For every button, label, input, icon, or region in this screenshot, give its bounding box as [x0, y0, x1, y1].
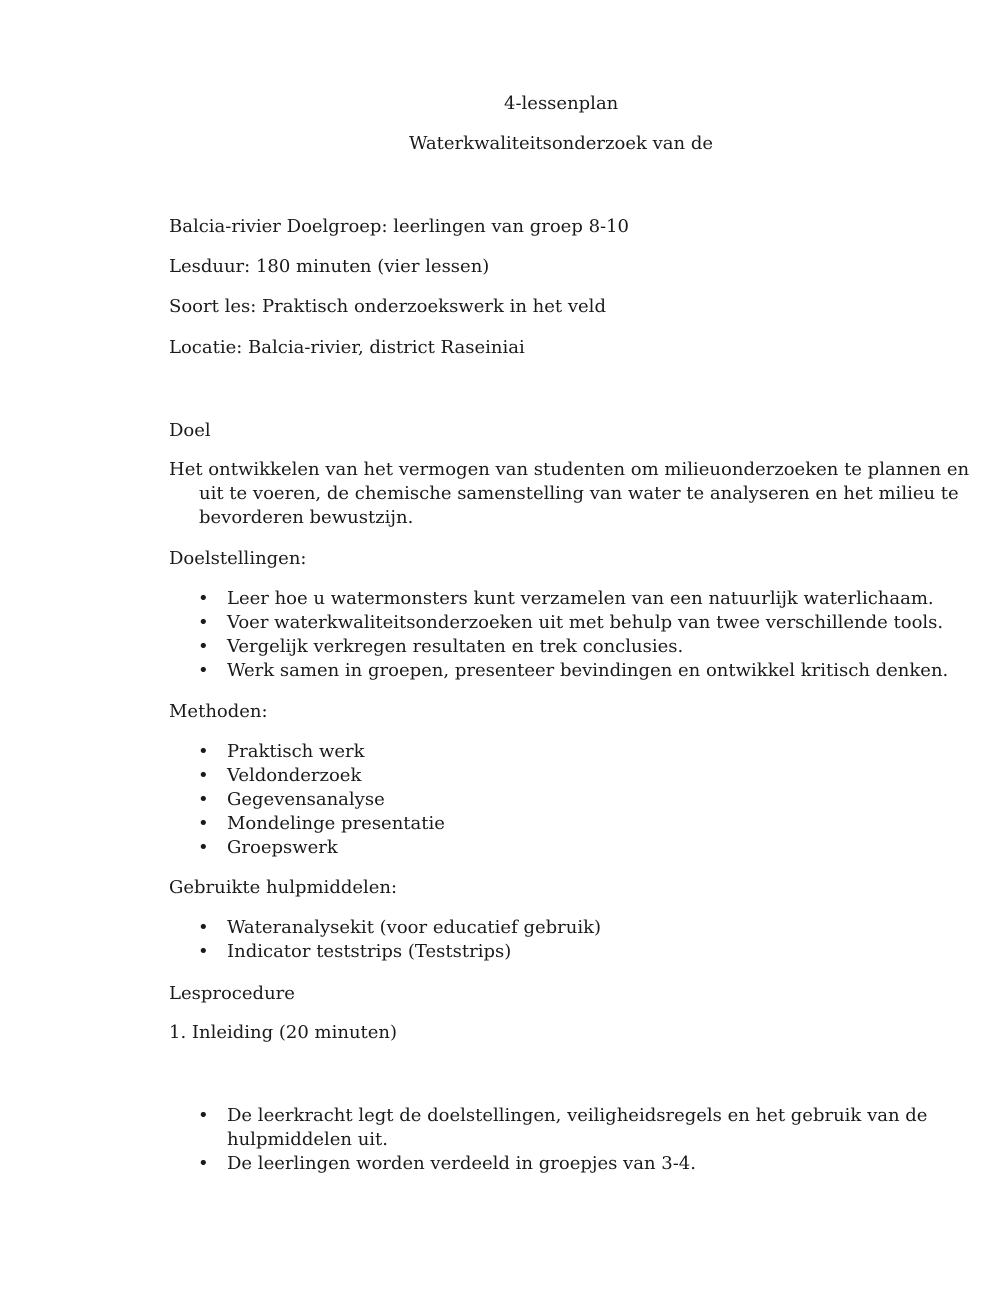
bullet-icon: • — [198, 741, 209, 762]
bullet-icon: • — [198, 789, 209, 810]
info-target-group: Balcia-rivier Doelgroep: leerlingen van groep 8-10 — [169, 216, 630, 237]
goal-heading: Doel — [169, 420, 211, 441]
goal-text: Het ontwikkelen van het vermogen van studenten om milieuonderzoeken te plannen en uit te voeren, de chemische samenstelling van water te analyseren en het milieu te bevorderen bewustzijn. — [169, 459, 970, 528]
list-item: • De leerkracht legt de doelstellingen, veiligheidsregels en het gebruik van de hulpmiddelen uit. — [198, 1105, 928, 1150]
list-item: • De leerlingen worden verdeeld in groepjes van 3-4. — [198, 1153, 696, 1174]
bullet-icon: • — [198, 1105, 209, 1126]
bullet-icon: • — [198, 917, 209, 938]
tools-heading: Gebruikte hulpmiddelen: — [169, 877, 398, 898]
list-item: • Praktisch werk — [198, 741, 365, 762]
bullet-icon: • — [198, 837, 209, 858]
objectives-heading: Doelstellingen: — [169, 548, 307, 569]
procedure-step-1-list — [169, 1104, 959, 1176]
info-lesson-type: Soort les: Praktisch onderzoekswerk in het veld — [169, 296, 606, 317]
bullet-icon: • — [198, 941, 209, 962]
bullet-icon: • — [198, 588, 209, 609]
bullet-icon: • — [198, 660, 209, 681]
list-item: • Wateranalysekit (voor educatief gebruik) — [198, 917, 602, 938]
procedure-heading: Lesprocedure — [169, 983, 295, 1004]
methods-heading: Methoden: — [169, 701, 268, 722]
list-item: • Voer waterkwaliteitsonderzoeken uit met behulp van twee verschillende tools. — [198, 612, 944, 633]
list-item: • Leer hoe u watermonsters kunt verzamelen van een natuurlijk waterlichaam. — [198, 588, 934, 609]
tools-list — [169, 916, 959, 964]
list-item: • Gegevensanalyse — [198, 789, 385, 810]
info-duration: Lesduur: 180 minuten (vier lessen) — [169, 256, 490, 277]
list-item: • Veldonderzoek — [198, 765, 362, 786]
procedure-step-1: 1. Inleiding (20 minuten) — [169, 1022, 398, 1043]
objectives-list — [169, 587, 959, 683]
list-item: • Werk samen in groepen, presenteer bevindingen en ontwikkel kritisch denken. — [198, 660, 949, 681]
bullet-icon: • — [198, 1153, 209, 1174]
bullet-icon: • — [198, 612, 209, 633]
methods-list — [169, 740, 959, 860]
bullet-icon: • — [198, 636, 209, 657]
bullet-icon: • — [198, 813, 209, 834]
list-item: • Vergelijk verkregen resultaten en trek conclusies. — [198, 636, 684, 657]
info-location: Locatie: Balcia-rivier, district Raseiniai — [169, 337, 525, 358]
list-item: • Mondelinge presentatie — [198, 813, 445, 834]
document-title: 4-lessenplan — [504, 93, 619, 114]
document-subtitle: Waterkwaliteitsonderzoek van de — [409, 133, 714, 154]
list-item: • Groepswerk — [198, 837, 338, 858]
list-item: • Indicator teststrips (Teststrips) — [198, 941, 512, 962]
bullet-icon: • — [198, 765, 209, 786]
